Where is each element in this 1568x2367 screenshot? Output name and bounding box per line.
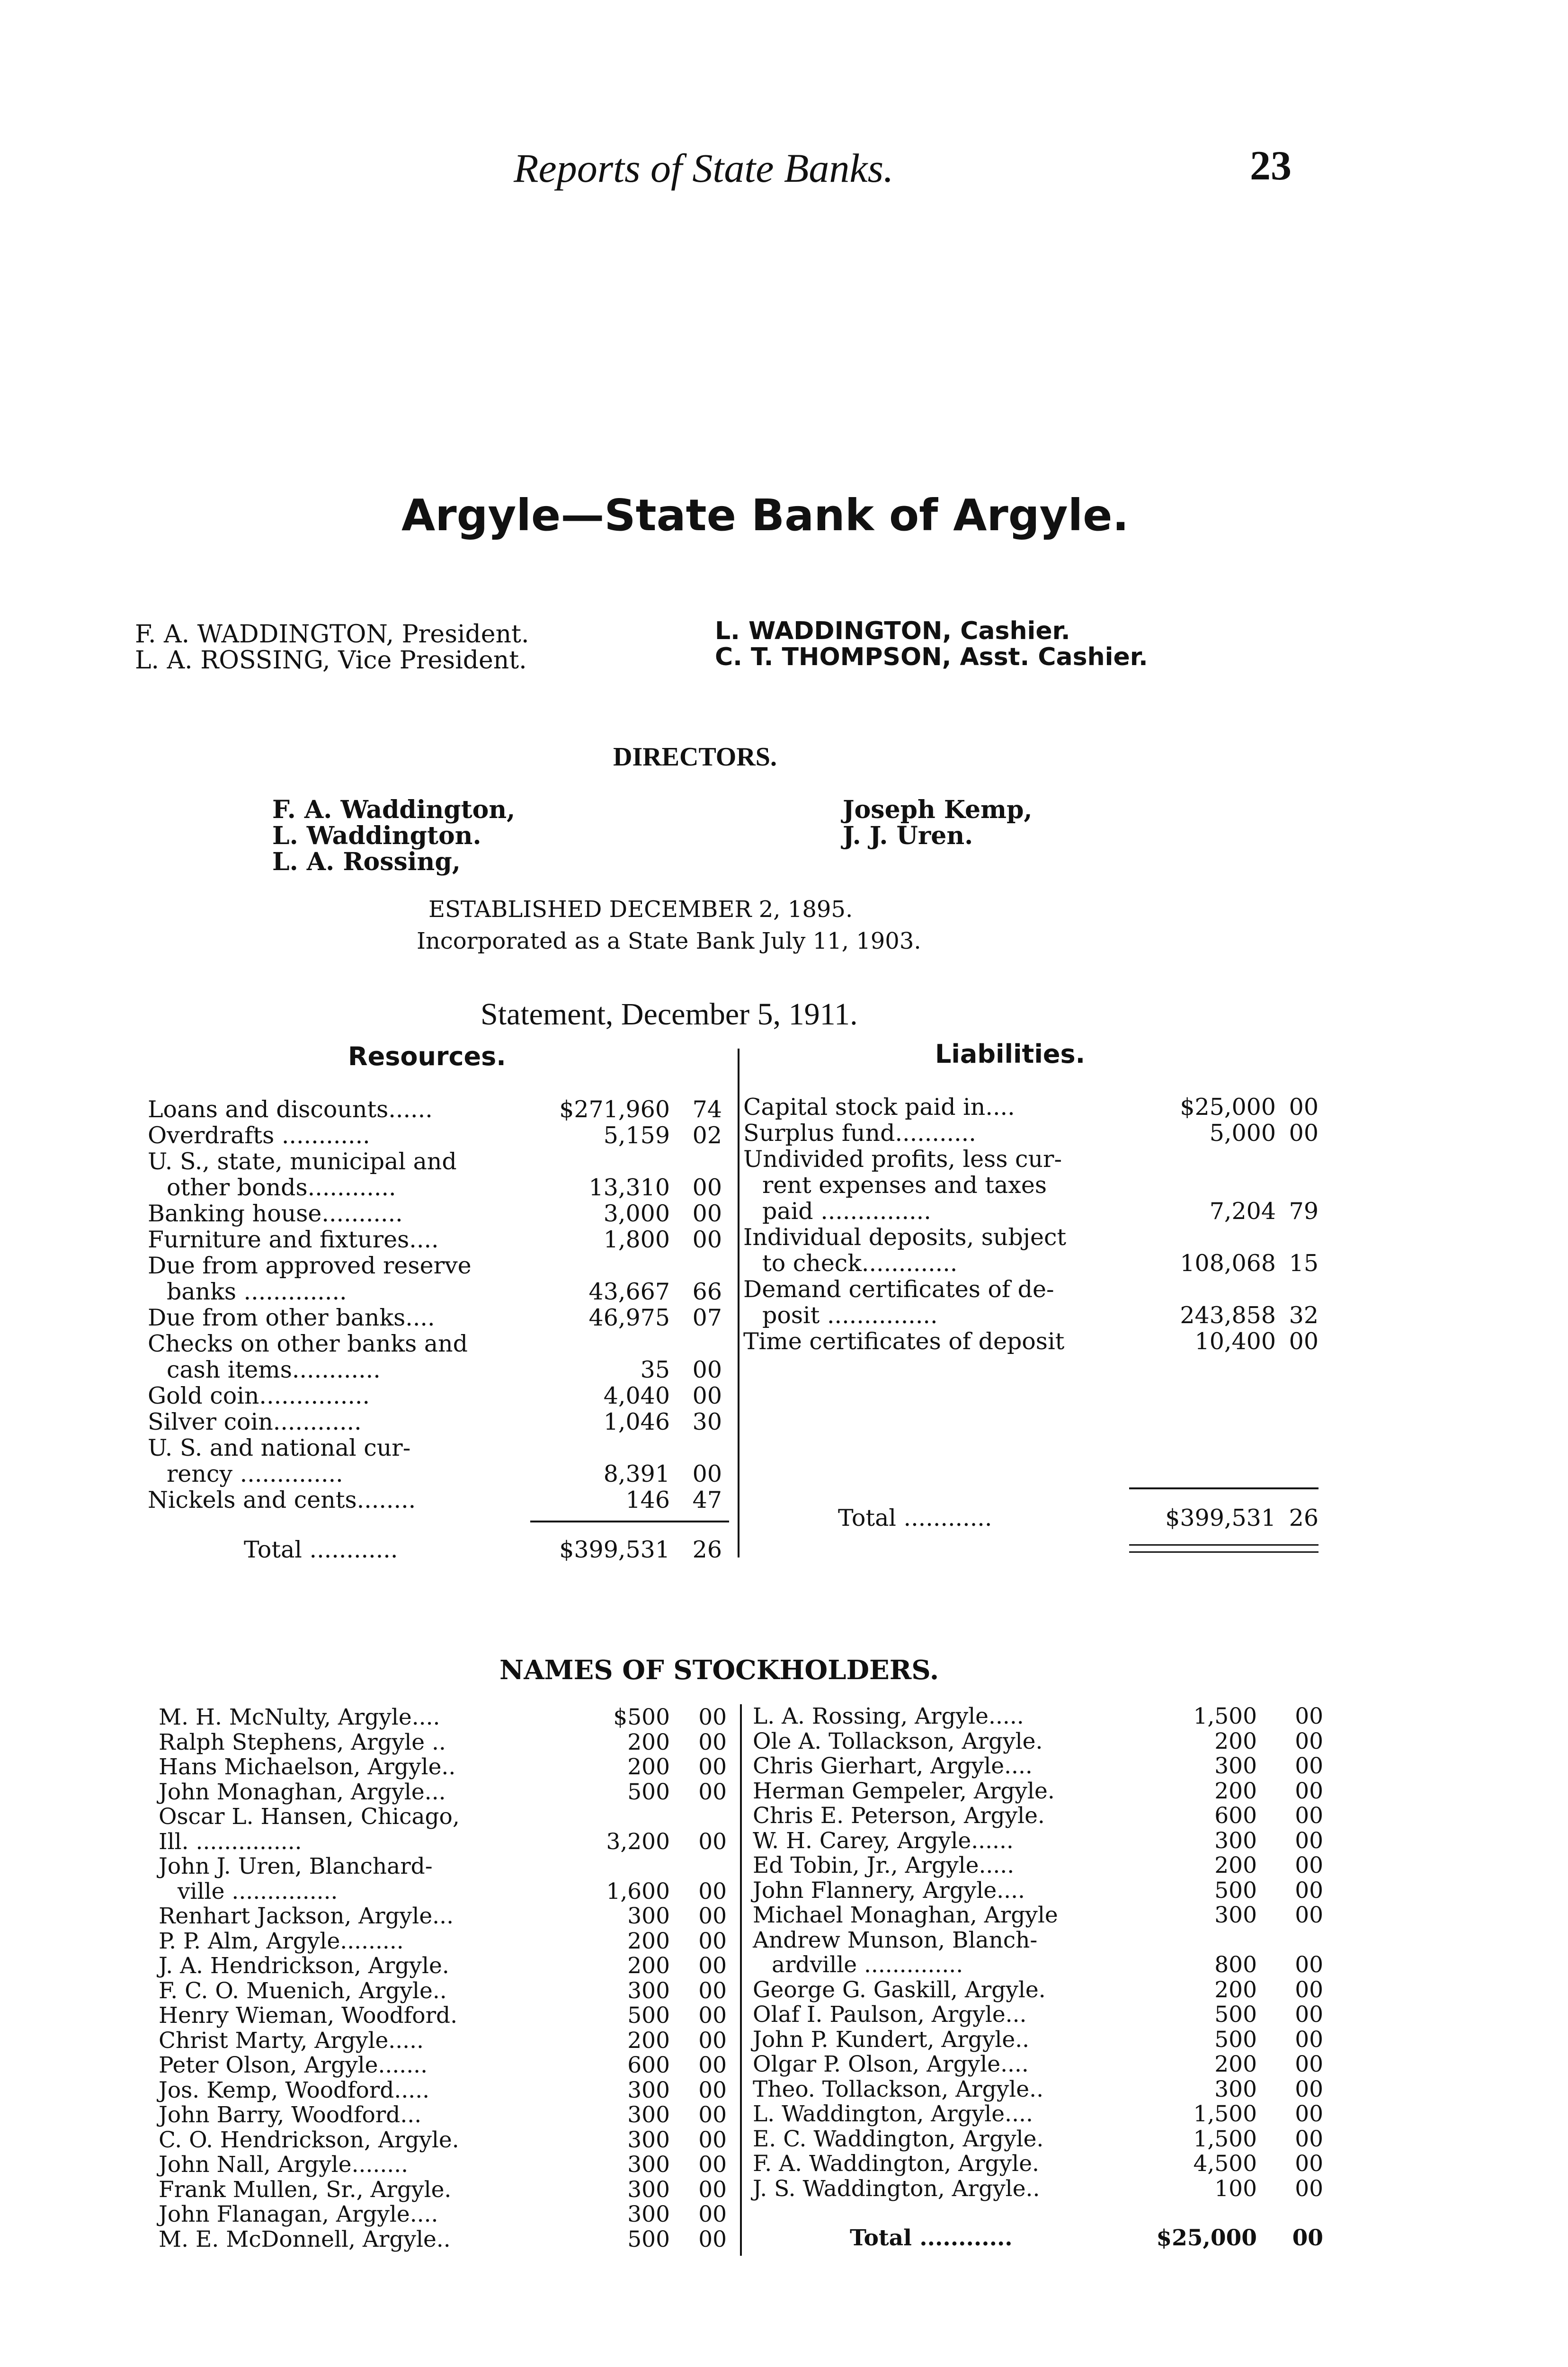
resource-row-cents: 74 bbox=[692, 1096, 722, 1123]
resource-row-dollars: $271,960 bbox=[559, 1096, 670, 1123]
stockholder-right-cents: 00 bbox=[1295, 1778, 1323, 1804]
stockholders-total-label: Total ............ bbox=[850, 2225, 1013, 2251]
resource-row-dollars: 13,310 bbox=[588, 1174, 670, 1201]
stockholder-left-label: Ill. ............... bbox=[159, 1828, 302, 1855]
resource-row-dollars: 8,391 bbox=[603, 1460, 670, 1487]
liability-row-dollars: 7,204 bbox=[1209, 1198, 1276, 1225]
liability-row-label: rent expenses and taxes bbox=[762, 1172, 1047, 1199]
liability-row-label: Undivided profits, less cur- bbox=[743, 1146, 1062, 1173]
stockholder-left-dollars: 1,600 bbox=[606, 1878, 670, 1904]
stockholder-right-cents: 00 bbox=[1295, 1902, 1323, 1928]
director-name: Joseph Kemp, bbox=[843, 795, 1033, 824]
resource-row-cents: 00 bbox=[692, 1174, 722, 1201]
stockholder-left-cents: 00 bbox=[698, 2127, 727, 2153]
stockholder-left-cents: 00 bbox=[698, 1729, 727, 1755]
liability-row-cents: 00 bbox=[1289, 1094, 1319, 1121]
stockholder-left-cents: 00 bbox=[698, 2027, 727, 2054]
resource-row-cents: 00 bbox=[692, 1382, 722, 1409]
stockholder-left-dollars: 300 bbox=[627, 2102, 670, 2128]
stockholder-right-label: Chris Gierhart, Argyle.... bbox=[753, 1753, 1033, 1779]
stockholder-left-dollars: 600 bbox=[627, 2052, 670, 2078]
stockholder-right-label: Ed Tobin, Jr., Argyle..... bbox=[753, 1852, 1015, 1878]
stockholder-right-dollars: 4,500 bbox=[1193, 2151, 1257, 2177]
stockholder-left-label: M. H. McNulty, Argyle.... bbox=[159, 1704, 440, 1730]
stockholder-left-label: Jos. Kemp, Woodford..... bbox=[159, 2077, 430, 2103]
stockholder-right-label: Olaf I. Paulson, Argyle... bbox=[753, 2002, 1027, 2028]
running-header: Reports of State Banks. bbox=[514, 145, 894, 191]
stockholder-right-dollars: 200 bbox=[1214, 1976, 1257, 2003]
resource-row-label: cash items............ bbox=[167, 1356, 381, 1383]
stockholder-right-label: Herman Gempeler, Argyle. bbox=[753, 1778, 1055, 1804]
statement-title: Statement, December 5, 1911. bbox=[481, 997, 858, 1032]
stockholder-right-dollars: 300 bbox=[1214, 1753, 1257, 1779]
stockholder-right-label: E. C. Waddington, Argyle. bbox=[753, 2126, 1044, 2152]
liabilities-total-label: Total ............ bbox=[838, 1504, 992, 1531]
resource-row-label: Banking house........... bbox=[148, 1200, 403, 1227]
stockholder-left-label: Oscar L. Hansen, Chicago, bbox=[159, 1804, 460, 1830]
stockholder-right-cents: 00 bbox=[1295, 2151, 1323, 2177]
stockholder-right-label: ardville .............. bbox=[772, 1952, 963, 1978]
liability-row-cents: 00 bbox=[1289, 1120, 1319, 1147]
stockholder-left-dollars: 200 bbox=[627, 1928, 670, 1954]
stockholder-right-dollars: 500 bbox=[1214, 1877, 1257, 1904]
liability-row-dollars: 108,068 bbox=[1180, 1250, 1276, 1277]
stockholder-right-dollars: 300 bbox=[1214, 2076, 1257, 2102]
stockholder-right-cents: 00 bbox=[1295, 2002, 1323, 2028]
stockholder-right-cents: 00 bbox=[1295, 1852, 1323, 1878]
stockholder-left-dollars: 300 bbox=[627, 2201, 670, 2227]
stockholder-right-cents: 00 bbox=[1295, 2026, 1323, 2053]
incorporated-date: Incorporated as a State Bank July 11, 1903. bbox=[417, 928, 921, 954]
stockholder-right-cents: 00 bbox=[1295, 1753, 1323, 1779]
stockholder-left-label: C. O. Hendrickson, Argyle. bbox=[159, 2127, 459, 2153]
stockholder-left-dollars: 300 bbox=[627, 1977, 670, 2004]
resource-row-label: Loans and discounts...... bbox=[148, 1096, 433, 1123]
stockholder-left-cents: 00 bbox=[698, 2226, 727, 2252]
stockholder-right-dollars: 300 bbox=[1214, 1902, 1257, 1928]
resource-row-dollars: 146 bbox=[625, 1486, 670, 1513]
stockholder-left-label: Henry Wieman, Woodford. bbox=[159, 2002, 458, 2029]
resource-row-label: Checks on other banks and bbox=[148, 1330, 468, 1357]
stockholder-right-cents: 00 bbox=[1295, 1952, 1323, 1978]
resources-total-dollars: $399,531 bbox=[559, 1536, 670, 1563]
stockholder-left-cents: 00 bbox=[698, 2002, 727, 2029]
stockholder-left-label: ville ............... bbox=[178, 1878, 338, 1904]
resource-row-label: Nickels and cents........ bbox=[148, 1486, 416, 1513]
stockholder-left-label: John Barry, Woodford... bbox=[159, 2102, 422, 2128]
resource-row-cents: 00 bbox=[692, 1356, 722, 1383]
liability-row-cents: 32 bbox=[1289, 1302, 1319, 1329]
stockholder-right-dollars: 800 bbox=[1214, 1952, 1257, 1978]
stockholder-left-cents: 00 bbox=[698, 2201, 727, 2227]
liability-row-label: Time certificates of deposit bbox=[743, 1328, 1065, 1355]
director-name: F. A. Waddington, bbox=[272, 795, 516, 824]
stockholder-left-cents: 00 bbox=[698, 2052, 727, 2078]
stockholder-left-label: Peter Olson, Argyle....... bbox=[159, 2052, 428, 2078]
resource-row-dollars: 1,800 bbox=[603, 1226, 670, 1253]
stockholder-right-label: John P. Kundert, Argyle.. bbox=[753, 2026, 1030, 2053]
liability-row-cents: 15 bbox=[1289, 1250, 1319, 1277]
stockholder-right-label: Chris E. Peterson, Argyle. bbox=[753, 1803, 1045, 1829]
statement-divider bbox=[738, 1049, 739, 1557]
stockholder-left-cents: 00 bbox=[698, 2102, 727, 2128]
stockholder-left-cents: 00 bbox=[698, 1828, 727, 1855]
stockholder-right-dollars: 500 bbox=[1214, 2002, 1257, 2028]
stockholder-right-cents: 00 bbox=[1295, 1803, 1323, 1829]
resources-heading: Resources. bbox=[348, 1041, 506, 1071]
resources-total-label: Total ............ bbox=[244, 1536, 398, 1563]
stockholder-right-cents: 00 bbox=[1295, 1728, 1323, 1754]
resource-row-label: Overdrafts ............ bbox=[148, 1122, 370, 1149]
stockholder-left-label: F. C. O. Muenich, Argyle.. bbox=[159, 1977, 447, 2004]
liability-row-label: Demand certificates of de- bbox=[743, 1276, 1054, 1303]
stockholder-right-cents: 00 bbox=[1295, 1827, 1323, 1854]
stockholder-right-dollars: 300 bbox=[1214, 1827, 1257, 1854]
liability-row-label: Capital stock paid in.... bbox=[743, 1094, 1015, 1121]
liabilities-total-rule bbox=[1129, 1544, 1319, 1546]
officer-asst-cashier: C. T. THOMPSON, Asst. Cashier. bbox=[715, 643, 1148, 671]
stockholder-right-cents: 00 bbox=[1295, 2126, 1323, 2152]
stockholder-left-dollars: 300 bbox=[627, 2152, 670, 2178]
stockholder-left-label: P. P. Alm, Argyle......... bbox=[159, 1928, 404, 1954]
resource-row-label: Furniture and fixtures.... bbox=[148, 1226, 439, 1253]
stockholders-total-cents: 00 bbox=[1292, 2225, 1323, 2251]
stockholder-left-cents: 00 bbox=[698, 2152, 727, 2178]
stockholder-left-label: Hans Michaelson, Argyle.. bbox=[159, 1754, 456, 1780]
stockholder-left-dollars: 500 bbox=[627, 2002, 670, 2029]
resource-row-label: Gold coin............... bbox=[148, 1382, 370, 1409]
liabilities-total-dollars: $399,531 bbox=[1165, 1504, 1276, 1531]
stockholder-left-dollars: $500 bbox=[613, 1704, 670, 1730]
stockholder-right-label: W. H. Carey, Argyle...... bbox=[753, 1827, 1014, 1854]
stockholder-left-cents: 00 bbox=[698, 1928, 727, 1954]
stockholder-right-label: L. A. Rossing, Argyle..... bbox=[753, 1703, 1024, 1729]
resource-row-dollars: 43,667 bbox=[588, 1278, 670, 1305]
page-number: 23 bbox=[1250, 143, 1292, 189]
resource-row-cents: 66 bbox=[692, 1278, 722, 1305]
resource-row-cents: 47 bbox=[692, 1486, 722, 1513]
stockholder-right-label: Ole A. Tollackson, Argyle. bbox=[753, 1728, 1043, 1754]
resource-row-dollars: 3,000 bbox=[603, 1200, 670, 1227]
stockholder-left-dollars: 3,200 bbox=[606, 1828, 670, 1855]
officer-president: F. A. WADDINGTON, President. bbox=[135, 620, 529, 649]
stockholder-right-cents: 00 bbox=[1295, 1877, 1323, 1904]
stockholder-left-cents: 00 bbox=[698, 1977, 727, 2004]
liability-row-cents: 00 bbox=[1289, 1328, 1319, 1355]
resource-row-label: Due from approved reserve bbox=[148, 1252, 472, 1279]
stockholder-right-dollars: 100 bbox=[1214, 2175, 1257, 2202]
liabilities-heading: Liabilities. bbox=[935, 1039, 1086, 1069]
director-name: L. Waddington. bbox=[272, 821, 481, 850]
stockholder-left-dollars: 200 bbox=[627, 1729, 670, 1755]
stockholder-left-cents: 00 bbox=[698, 1953, 727, 1979]
stockholder-right-label: L. Waddington, Argyle.... bbox=[753, 2101, 1033, 2127]
resource-row-cents: 00 bbox=[692, 1226, 722, 1253]
director-name: J. J. Uren. bbox=[843, 821, 973, 850]
stockholder-right-cents: 00 bbox=[1295, 2101, 1323, 2127]
stockholder-right-dollars: 1,500 bbox=[1193, 2126, 1257, 2152]
stockholder-right-dollars: 1,500 bbox=[1193, 1703, 1257, 1729]
resource-row-label: banks .............. bbox=[167, 1278, 347, 1305]
stockholder-right-dollars: 200 bbox=[1214, 1728, 1257, 1754]
stockholder-left-label: M. E. McDonnell, Argyle.. bbox=[159, 2226, 451, 2252]
stockholder-right-cents: 00 bbox=[1295, 2051, 1323, 2077]
stockholder-right-dollars: 1,500 bbox=[1193, 2101, 1257, 2127]
stockholder-right-cents: 00 bbox=[1295, 1703, 1323, 1729]
resource-row-cents: 30 bbox=[692, 1408, 722, 1435]
stockholder-right-label: Andrew Munson, Blanch- bbox=[753, 1927, 1038, 1953]
stockholder-right-dollars: 600 bbox=[1214, 1803, 1257, 1829]
stockholder-left-cents: 00 bbox=[698, 1903, 727, 1929]
stockholder-left-dollars: 200 bbox=[627, 1953, 670, 1979]
stockholder-right-dollars: 500 bbox=[1214, 2026, 1257, 2053]
stockholder-left-dollars: 500 bbox=[627, 1779, 670, 1805]
resource-row-dollars: 35 bbox=[640, 1356, 670, 1383]
stockholders-heading: NAMES OF STOCKHOLDERS. bbox=[499, 1655, 939, 1686]
stockholder-right-label: Theo. Tollackson, Argyle.. bbox=[753, 2076, 1044, 2102]
stockholder-right-cents: 00 bbox=[1295, 2175, 1323, 2202]
stockholder-left-label: Renhart Jackson, Argyle... bbox=[159, 1903, 454, 1929]
resource-row-dollars: 4,040 bbox=[603, 1382, 670, 1409]
resources-total-rule bbox=[530, 1521, 729, 1522]
resource-row-label: other bonds............ bbox=[167, 1174, 396, 1201]
stockholder-left-dollars: 500 bbox=[627, 2226, 670, 2252]
established-date: ESTABLISHED DECEMBER 2, 1895. bbox=[428, 896, 853, 923]
director-name: L. A. Rossing, bbox=[272, 847, 461, 876]
resource-row-dollars: 1,046 bbox=[603, 1408, 670, 1435]
directors-heading: DIRECTORS. bbox=[613, 742, 777, 772]
liability-row-dollars: 243,858 bbox=[1180, 1302, 1276, 1329]
resource-row-cents: 02 bbox=[692, 1122, 722, 1149]
resource-row-dollars: 5,159 bbox=[603, 1122, 670, 1149]
resources-total-cents: 26 bbox=[692, 1536, 722, 1563]
stockholder-right-dollars: 200 bbox=[1214, 2051, 1257, 2077]
liability-row-label: to check............. bbox=[762, 1250, 958, 1277]
stockholder-left-label: Christ Marty, Argyle..... bbox=[159, 2027, 424, 2054]
stockholder-right-label: F. A. Waddington, Argyle. bbox=[753, 2151, 1039, 2177]
stockholder-left-label: John Flanagan, Argyle.... bbox=[159, 2201, 438, 2227]
stockholder-right-label: John Flannery, Argyle.... bbox=[753, 1877, 1025, 1904]
stockholder-left-cents: 00 bbox=[698, 1754, 727, 1780]
stockholder-left-label: John J. Uren, Blanchard- bbox=[159, 1853, 433, 1879]
stockholder-left-dollars: 300 bbox=[627, 2127, 670, 2153]
resource-row-label: Due from other banks.... bbox=[148, 1304, 435, 1331]
stockholder-right-dollars: 200 bbox=[1214, 1778, 1257, 1804]
liability-row-label: posit ............... bbox=[762, 1302, 938, 1329]
officer-vice-president: L. A. ROSSING, Vice President. bbox=[135, 646, 527, 675]
stockholder-left-cents: 00 bbox=[698, 2077, 727, 2103]
resource-row-label: rency .............. bbox=[167, 1460, 343, 1487]
stockholders-total-dollars: $25,000 bbox=[1156, 2225, 1257, 2251]
resource-row-dollars: 46,975 bbox=[588, 1304, 670, 1331]
stockholder-right-cents: 00 bbox=[1295, 2076, 1323, 2102]
liability-row-label: Individual deposits, subject bbox=[743, 1224, 1067, 1251]
resource-row-label: Silver coin............ bbox=[148, 1408, 362, 1435]
stockholder-left-dollars: 200 bbox=[627, 1754, 670, 1780]
bank-title: Argyle—State Bank of Argyle. bbox=[401, 490, 1129, 541]
stockholder-right-label: Michael Monaghan, Argyle bbox=[753, 1902, 1058, 1928]
stockholder-left-dollars: 300 bbox=[627, 2176, 670, 2203]
stockholder-left-dollars: 200 bbox=[627, 2027, 670, 2054]
stockholder-left-dollars: 300 bbox=[627, 1903, 670, 1929]
resource-row-cents: 00 bbox=[692, 1200, 722, 1227]
stockholder-left-label: Frank Mullen, Sr., Argyle. bbox=[159, 2176, 452, 2203]
stockholder-left-cents: 00 bbox=[698, 1878, 727, 1904]
liabilities-total-rule bbox=[1129, 1487, 1319, 1489]
liability-row-dollars: 10,400 bbox=[1194, 1328, 1276, 1355]
stockholder-left-label: John Monaghan, Argyle... bbox=[159, 1779, 446, 1805]
liability-row-dollars: $25,000 bbox=[1180, 1094, 1276, 1121]
stockholder-right-label: Olgar P. Olson, Argyle.... bbox=[753, 2051, 1029, 2077]
liabilities-total-rule bbox=[1129, 1551, 1319, 1553]
liability-row-cents: 79 bbox=[1289, 1198, 1319, 1225]
stockholders-divider bbox=[740, 1704, 742, 2256]
resource-row-label: U. S. and national cur- bbox=[148, 1434, 411, 1461]
officer-cashier: L. WADDINGTON, Cashier. bbox=[715, 617, 1070, 645]
liabilities-total-cents: 26 bbox=[1289, 1504, 1319, 1531]
resource-row-cents: 07 bbox=[692, 1304, 722, 1331]
stockholder-left-cents: 00 bbox=[698, 2176, 727, 2203]
stockholder-left-dollars: 300 bbox=[627, 2077, 670, 2103]
stockholder-left-cents: 00 bbox=[698, 1779, 727, 1805]
liability-row-dollars: 5,000 bbox=[1209, 1120, 1276, 1147]
stockholder-right-cents: 00 bbox=[1295, 1976, 1323, 2003]
stockholder-right-label: J. S. Waddington, Argyle.. bbox=[753, 2175, 1040, 2202]
liability-row-label: Surplus fund........... bbox=[743, 1120, 976, 1147]
liability-row-label: paid ............... bbox=[762, 1198, 931, 1225]
stockholder-left-label: John Nall, Argyle........ bbox=[159, 2152, 409, 2178]
stockholder-left-label: Ralph Stephens, Argyle .. bbox=[159, 1729, 446, 1755]
stockholder-left-label: J. A. Hendrickson, Argyle. bbox=[159, 1953, 449, 1979]
resource-row-cents: 00 bbox=[692, 1460, 722, 1487]
stockholder-right-dollars: 200 bbox=[1214, 1852, 1257, 1878]
resource-row-label: U. S., state, municipal and bbox=[148, 1148, 457, 1175]
stockholder-right-label: George G. Gaskill, Argyle. bbox=[753, 1976, 1046, 2003]
stockholder-left-cents: 00 bbox=[698, 1704, 727, 1730]
